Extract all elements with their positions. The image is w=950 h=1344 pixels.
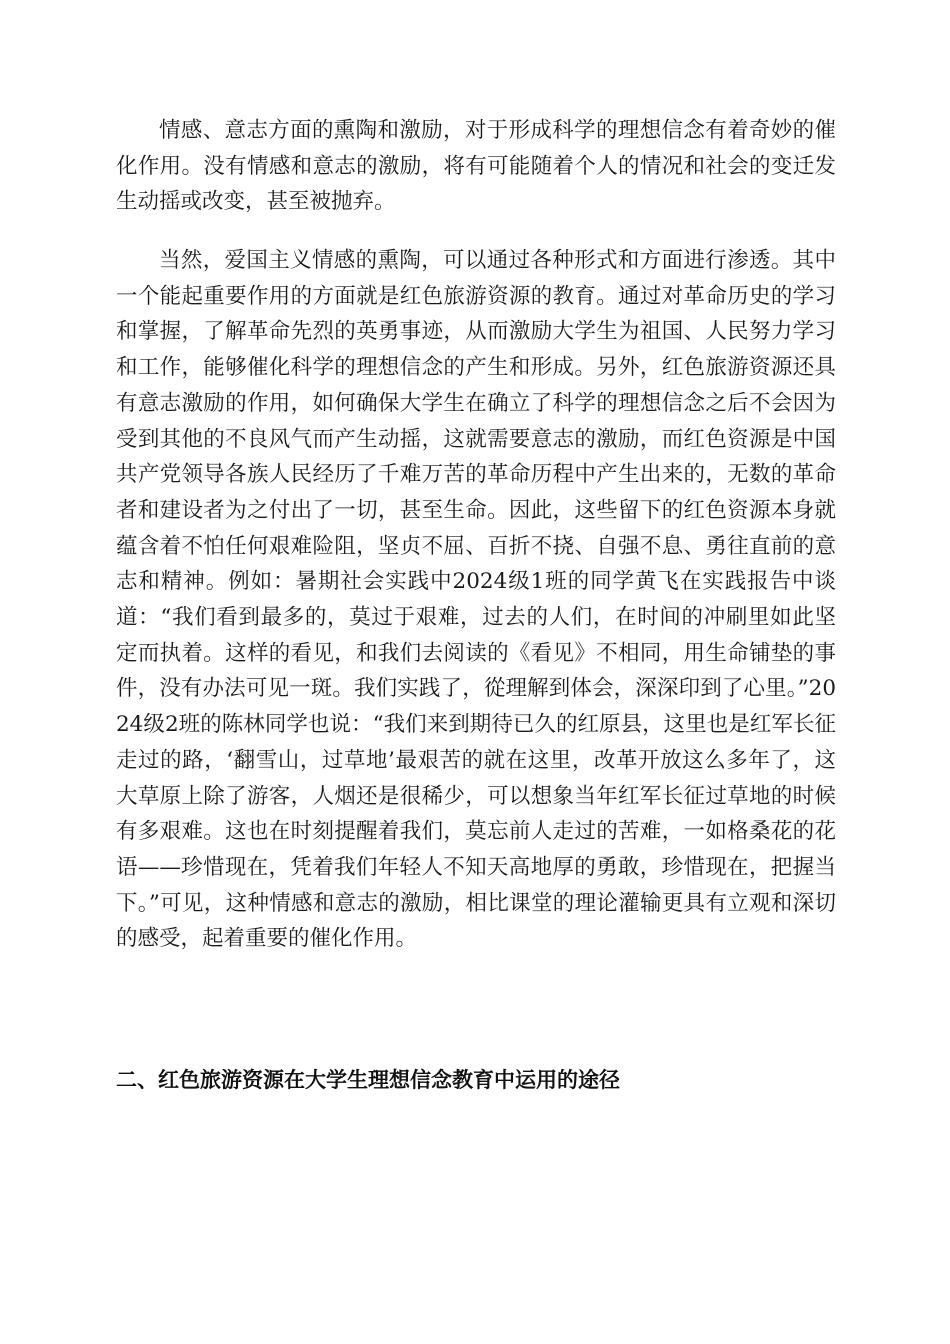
- body-paragraph-1: 情感、意志方面的熏陶和激励，对于形成科学的理想信念有着奇妙的催化作用。没有情感和意志的激励，将有可能随着个人的情况和社会的变迁发生动摇或改变，甚至被抛弃。: [116, 118, 836, 215]
- section-heading: 二、红色旅游资源在大学生理想信念教育中运用的途径: [116, 1068, 620, 1092]
- body-paragraph-2: 当然，爱国主义情感的熏陶，可以通过各种形式和方面进行渗透。其中一个能起重要作用的方面就是红色旅游资源的教育。通过对革命历史的学习和掌握，了解革命先烈的英勇事迹，从而激励大学生为祖国、人民努力学习和工作，能够催化科学的理想信念的产生和形成。另外，红色旅游资源还具有意志激励的作用，如何确保大学生在确立了科学的理想信念之后不会因为受到其他的不良风气而产生动摇，这就需要意志的激励，而红色资源是中国共产党领导各族人民经历了千难万苦的革命历程中产生出来的，无数的革命者和建设者为之付出了一切，甚至生命。因此，这些留下的红色资源本身就蕴含着不怕任何艰难险阻，坚贞不屈、百折不挠、自强不息、勇往直前的意志和精神。例如：暑期社会实践中2024级1班的同学黄飞在实践报告中谈道：“我们看到最多的，莫过于艰难，过去的人们，在时间的冲刷里如此坚定而执着。这样的看见，和我们去阅读的《看见》不相同，用生命铺垫的事件，没有办法可见一斑。我们实践了，從理解到体会，深深印到了心里。”2024级2班的陈林同学也说：“我们来到期待已久的红原县，这里也是红军长征走过的路，‘翻雪山，过草地’最艰苦的就在这里，改革开放这么多年了，这大草原上除了游客，人烟还是很稀少，可以想象当年红军长征过草地的时候有多艰难。这也在时刻提醒着我们，莫忘前人走过的苦难，一如格桑花的花语——珍惜现在，凭着我们年轻人不知天高地厚的勇敢，珍惜现在，把握当下。”可见，这种情感和意志的激励，相比课堂的理论灌输更具有立观和深切的感受，起着重要的催化作用。: [116, 248, 836, 952]
